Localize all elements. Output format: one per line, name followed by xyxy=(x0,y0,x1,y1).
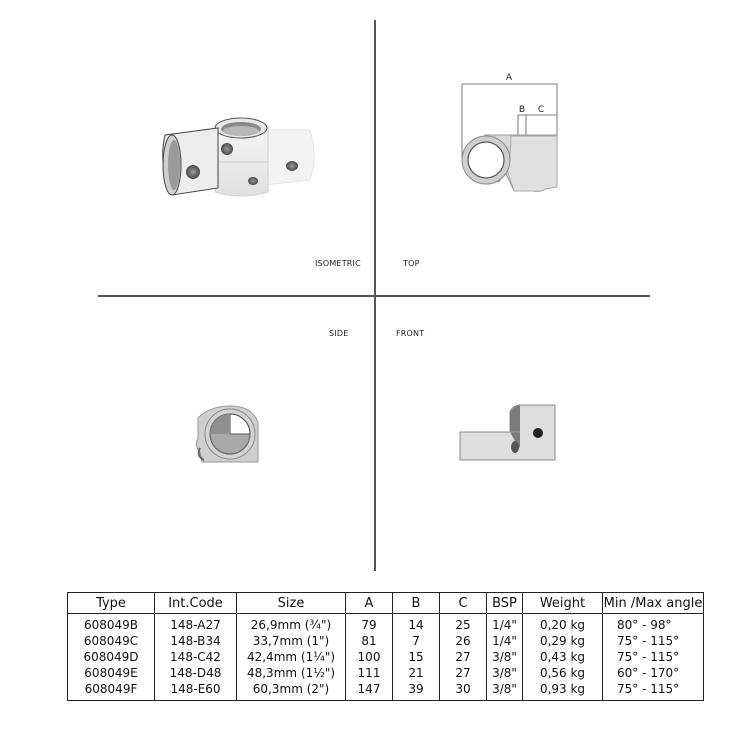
cell-b: 21 xyxy=(393,665,440,681)
header-c: C xyxy=(440,593,487,614)
isometric-view-label: ISOMETRIC xyxy=(315,259,361,268)
header-a: A xyxy=(346,593,393,614)
cell-b: 7 xyxy=(393,633,440,649)
cell-int-code: 148-D48 xyxy=(155,665,237,681)
horizontal-divider xyxy=(98,295,650,297)
cell-int-code: 148-E60 xyxy=(155,681,237,701)
table-row xyxy=(68,665,704,681)
header-bsp: BSP xyxy=(487,593,523,614)
table-row xyxy=(68,633,704,649)
cell-int-code: 148-C42 xyxy=(155,649,237,665)
cell-weight: 0,29 kg xyxy=(523,633,603,649)
cell-c: 27 xyxy=(440,665,487,681)
header-angle: Min /Max angle xyxy=(603,593,704,614)
cell-int-code: 148-A27 xyxy=(155,614,237,634)
side-view-drawing xyxy=(190,400,270,470)
cell-int-code: 148-B34 xyxy=(155,633,237,649)
cell-c: 27 xyxy=(440,649,487,665)
cell-type: 608049C xyxy=(68,633,155,649)
cell-angle: 75° - 115° xyxy=(603,681,704,701)
cell-bsp: 3/8" xyxy=(487,681,523,701)
cell-angle: 80° - 98° xyxy=(603,614,704,634)
isometric-drawing xyxy=(150,110,330,200)
cell-size: 26,9mm (¾") xyxy=(237,614,346,634)
specification-table xyxy=(67,592,704,701)
cell-type: 608049E xyxy=(68,665,155,681)
cell-bsp: 3/8" xyxy=(487,665,523,681)
side-view-label: SIDE xyxy=(329,329,349,338)
cell-bsp: 3/8" xyxy=(487,649,523,665)
cell-type: 608049F xyxy=(68,681,155,701)
cell-bsp: 1/4" xyxy=(487,633,523,649)
cell-a: 111 xyxy=(346,665,393,681)
cell-b: 14 xyxy=(393,614,440,634)
header-type: Type xyxy=(68,593,155,614)
cell-angle: 75° - 115° xyxy=(603,649,704,665)
top-view-label: TOP xyxy=(403,259,420,268)
cell-type: 608049D xyxy=(68,649,155,665)
front-view-drawing xyxy=(458,400,568,465)
cell-b: 39 xyxy=(393,681,440,701)
cell-b: 15 xyxy=(393,649,440,665)
table-row xyxy=(68,614,704,634)
cell-a: 79 xyxy=(346,614,393,634)
cell-c: 26 xyxy=(440,633,487,649)
header-int-code: Int.Code xyxy=(155,593,237,614)
cell-angle: 60° - 170° xyxy=(603,665,704,681)
front-view-label: FRONT xyxy=(396,329,425,338)
cell-size: 60,3mm (2") xyxy=(237,681,346,701)
cell-weight: 0,56 kg xyxy=(523,665,603,681)
cell-weight: 0,20 kg xyxy=(523,614,603,634)
cell-a: 147 xyxy=(346,681,393,701)
cell-a: 81 xyxy=(346,633,393,649)
cell-size: 42,4mm (1¼") xyxy=(237,649,346,665)
table-row xyxy=(68,649,704,665)
cell-a: 100 xyxy=(346,649,393,665)
dimension-b-label: B xyxy=(518,105,526,115)
cell-c: 30 xyxy=(440,681,487,701)
cell-bsp: 1/4" xyxy=(487,614,523,634)
cell-c: 25 xyxy=(440,614,487,634)
table-header-row xyxy=(68,593,704,614)
cell-angle: 75° - 115° xyxy=(603,633,704,649)
top-view-drawing xyxy=(455,70,565,200)
cell-size: 33,7mm (1") xyxy=(237,633,346,649)
cell-type: 608049B xyxy=(68,614,155,634)
header-b: B xyxy=(393,593,440,614)
header-size: Size xyxy=(237,593,346,614)
cell-weight: 0,43 kg xyxy=(523,649,603,665)
header-weight: Weight xyxy=(523,593,603,614)
dimension-c-label: C xyxy=(537,105,545,115)
cell-weight: 0,93 kg xyxy=(523,681,603,701)
table-row xyxy=(68,681,704,701)
cell-size: 48,3mm (1½") xyxy=(237,665,346,681)
dimension-a-label: A xyxy=(505,73,513,83)
